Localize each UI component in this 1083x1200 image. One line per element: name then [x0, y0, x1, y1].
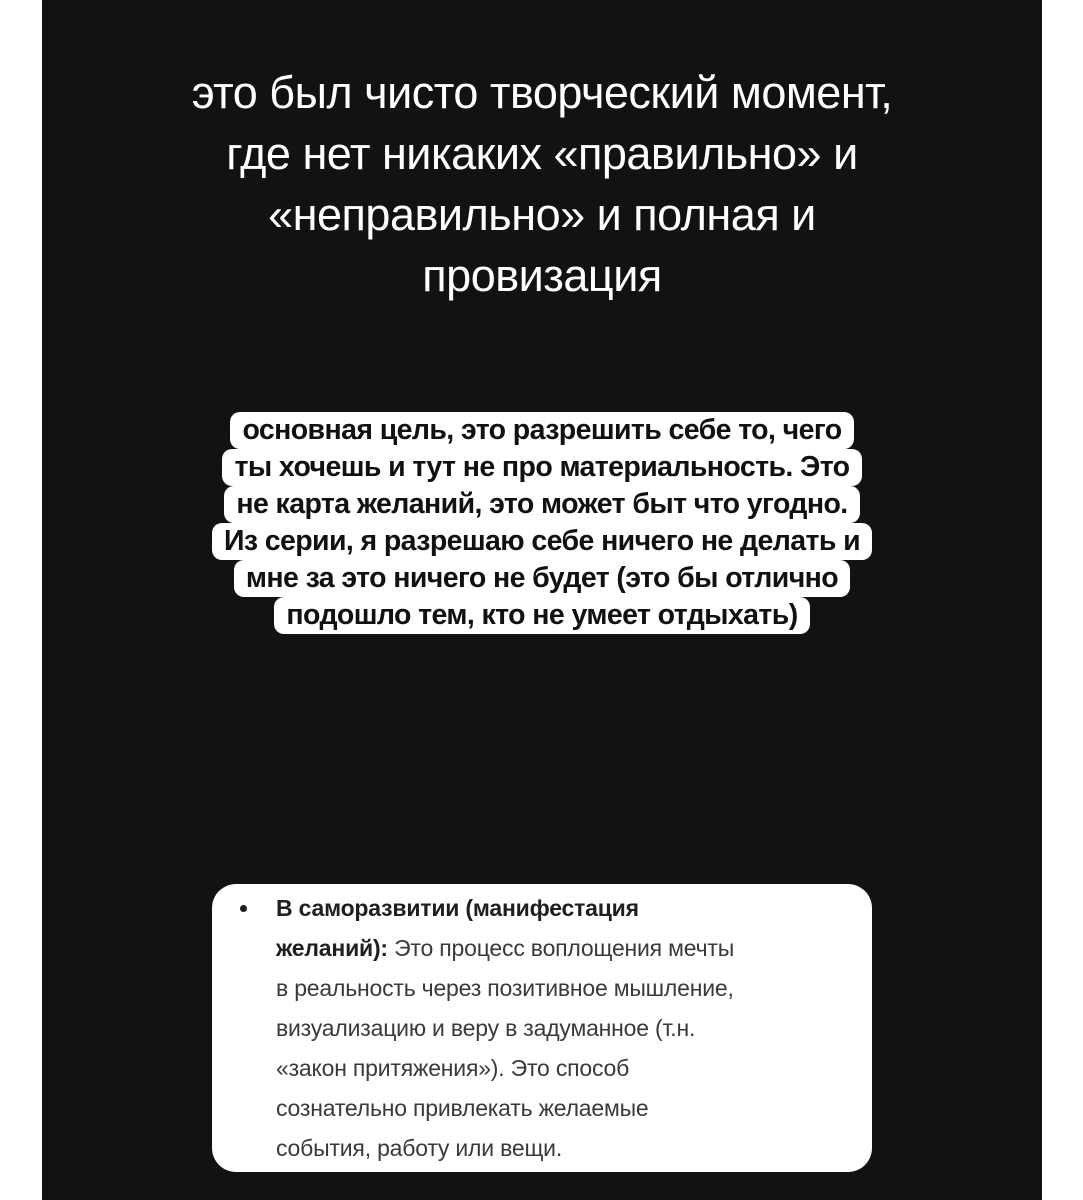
- sticker-line: подошло тем, кто не умеет отдыхать): [274, 597, 809, 634]
- headline-line: провизация: [422, 250, 662, 301]
- quote-text: «закон притяжения»). Это способ: [276, 1055, 630, 1081]
- quote-text: визуализацию и веру в задуманное (т.н.: [276, 1015, 696, 1041]
- story-headline: [42, 62, 1042, 306]
- quote-text: в реальность через позитивное мышление,: [276, 975, 734, 1001]
- sticker-line: ты хочешь и тут не про материальность. Это: [222, 449, 861, 486]
- quote-text: Это процесс воплощения мечты: [387, 935, 735, 961]
- sticker-line: основная цель, это разрешить себе то, чего: [230, 412, 853, 449]
- text-sticker: [42, 412, 1042, 634]
- quote-card: [212, 884, 872, 1172]
- quote-term: желаний):: [276, 935, 388, 961]
- quote-text: сознательно привлекать желаемые: [276, 1095, 649, 1121]
- quote-term: В саморазвитии (манифестация: [276, 895, 639, 921]
- sticker-line: мне за это ничего не будет (это бы отлично: [234, 560, 850, 597]
- headline-line: где нет никаких «правильно» и: [226, 128, 858, 179]
- bullet-list-item: [234, 888, 852, 1168]
- bullet-dot-icon: [240, 905, 247, 912]
- sticker-line: не карта желаний, это может быт что угодно.: [224, 486, 859, 523]
- headline-line: «неправильно» и полная и: [268, 189, 816, 240]
- headline-line: это был чисто творческий момент,: [191, 67, 893, 118]
- quote-text: события, работу или вещи.: [276, 1135, 563, 1161]
- story-canvas: [42, 0, 1042, 1200]
- sticker-line: Из серии, я разрешаю себе ничего не делать и: [212, 523, 872, 560]
